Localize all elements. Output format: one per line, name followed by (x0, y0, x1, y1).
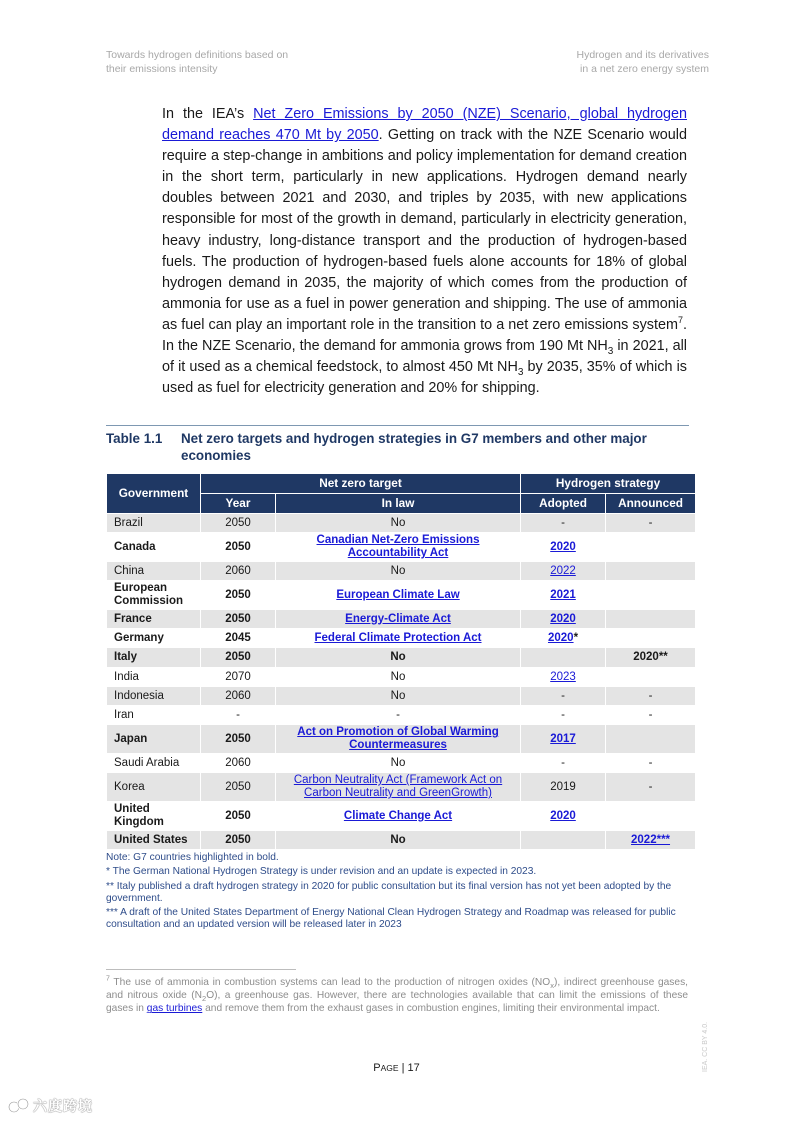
table-row (107, 754, 696, 773)
cell-government: Germany (107, 629, 201, 648)
cell-announced (606, 533, 696, 562)
nox-subscript: x (550, 981, 554, 991)
header-left-line2: their emissions intensity (106, 63, 218, 75)
note-g7-bold: Note: G7 countries highlighted in bold. (106, 852, 279, 863)
cell-in-law: No (276, 562, 521, 581)
cell-announced: - (606, 706, 696, 725)
law-link-japan[interactable]: Act on Promotion of Global Warming Countermeasures (297, 726, 499, 751)
law-link-korea[interactable]: Carbon Neutrality Act (Framework Act on Carbon Neutrality and GreenGrowth) (293, 774, 503, 799)
note-italy: ** Italy published a draft hydrogen strategy in 2020 for public consultation but its final version has not yet been adopted by the government. (106, 880, 672, 904)
strategy-link-japan[interactable]: 2017 (550, 732, 576, 745)
cell-in-law: No (276, 687, 521, 706)
strategy-link-canada[interactable]: 2020 (550, 540, 576, 553)
header-right-line2: in a net zero energy system (580, 63, 709, 75)
law-link-uk[interactable]: Climate Change Act (343, 809, 453, 822)
table-notes (106, 852, 696, 934)
cell-announced (606, 581, 696, 610)
cell-government: India (107, 668, 201, 687)
header-adopted: Adopted (521, 494, 606, 514)
strategy-link-germany[interactable]: 2020 (547, 631, 574, 644)
page-number-value: 17 (407, 1062, 420, 1074)
cell-adopted (521, 831, 606, 850)
strategy-link-france[interactable]: 2020 (550, 612, 576, 625)
table-row (107, 562, 696, 581)
cell-announced (606, 725, 696, 754)
header-net-zero-target: Net zero target (201, 474, 521, 494)
cell-government: Korea (107, 773, 201, 802)
cell-in-law (276, 725, 521, 754)
cell-year: 2060 (201, 562, 276, 581)
cell-government: France (107, 610, 201, 629)
cell-government: Indonesia (107, 687, 201, 706)
table-row (107, 706, 696, 725)
header-government: Government (107, 474, 201, 514)
cell-government: China (107, 562, 201, 581)
table-row (107, 610, 696, 629)
cell-adopted: 2019 (521, 773, 606, 802)
strategy-link-us[interactable]: 2022*** (631, 833, 671, 846)
header-announced: Announced (606, 494, 696, 514)
cell-in-law: No (276, 648, 521, 668)
nh3-subscript-1: 3 (607, 345, 614, 357)
cell-government: Japan (107, 725, 201, 754)
cell-year: 2070 (201, 668, 276, 687)
table-row (107, 668, 696, 687)
page-separator: | (398, 1062, 408, 1074)
cell-announced (606, 610, 696, 629)
body-part3: in 2021, all of it used as a chemical feedstock, to almost 450 Mt NH (162, 338, 687, 376)
body-part1: . Getting on track with the NZE Scenario would require a step-change in ambitions and policy implementation for demand creation in the short term, particularly in new applications. Hydrogen demand nearly doubles between 2021 and 2030, and triples by 2035, with new applications responsible for most of the growth in demand, particularly in electricity generation, heavy industry, long-distance transport and the production of hydrogen-based fuels. The production of hydrogen-based fuels alone accounts for 18% of global hydrogen demand in 2035, the majority of which comes from the production of ammonia for use as a fuel in power generation and shipping. The use of ammonia as fuel can play an important role in the transition to a net zero emissions system (162, 127, 687, 333)
strategy-link-uk[interactable]: 2020 (550, 809, 576, 822)
cell-year: 2050 (201, 725, 276, 754)
cell-announced: - (606, 754, 696, 773)
cell-adopted (521, 533, 606, 562)
cell-year: 2050 (201, 581, 276, 610)
cell-announced: - (606, 514, 696, 533)
body-paragraph (162, 104, 687, 399)
license-credit: IEA. CC BY 4.0. (702, 1021, 709, 1072)
cell-announced (606, 802, 696, 831)
cell-year: 2050 (201, 802, 276, 831)
note-united-states: *** A draft of the United States Department of Energy National Clean Hydrogen Strategy and Roadmap was released for public consultation and an updated version will be released later in 2023 (106, 907, 676, 931)
cell-adopted (521, 648, 606, 668)
cell-government: Saudi Arabia (107, 754, 201, 773)
table-title: Net zero targets and hydrogen strategies in G7 members and other major economies (181, 431, 647, 463)
footnote-ref[interactable]: 7 (677, 315, 683, 326)
strategy-link-eu[interactable]: 2021 (550, 588, 576, 601)
cell-in-law (276, 773, 521, 802)
cell-adopted: - (521, 754, 606, 773)
cell-government: Brazil (107, 514, 201, 533)
cell-year: 2050 (201, 648, 276, 668)
gas-turbines-link[interactable]: gas turbines (146, 1003, 203, 1015)
cell-government: Italy (107, 648, 201, 668)
header-year: Year (201, 494, 276, 514)
table-row (107, 687, 696, 706)
cell-year: 2045 (201, 629, 276, 648)
cell-government: United Kingdom (107, 802, 201, 831)
cell-adopted (521, 802, 606, 831)
footnote-rule (106, 969, 296, 970)
cell-announced: - (606, 773, 696, 802)
law-link-germany[interactable]: Federal Climate Protection Act (314, 631, 482, 644)
table-row (107, 533, 696, 562)
cell-year: 2060 (201, 754, 276, 773)
cell-year: 2050 (201, 533, 276, 562)
cell-announced: - (606, 687, 696, 706)
cell-adopted (521, 725, 606, 754)
footnote-text4: and remove them from the exhaust gases in combustion engines, limiting their environmental impact. (202, 1003, 660, 1015)
table-number: Table 1.1 (106, 431, 163, 446)
cell-year: 2050 (201, 773, 276, 802)
adopted-suffix-germany: * (573, 631, 579, 644)
nze-scenario-link[interactable]: Net Zero Emissions by 2050 (NZE) Scenario, global hydrogen demand reaches 470 Mt by 2050 (162, 106, 687, 144)
table-row (107, 773, 696, 802)
cell-government: Iran (107, 706, 201, 725)
cell-announced (606, 629, 696, 648)
cell-adopted (521, 629, 606, 648)
footnote-text3: O), a greenhouse gas. However, there are technologies available that can limit the emissions of these gases in (106, 990, 689, 1015)
watermark-logo-icon (8, 1097, 30, 1115)
footnote (106, 976, 688, 1016)
cell-in-law (276, 610, 521, 629)
cell-government: Canada (107, 533, 201, 562)
table-row (107, 802, 696, 831)
cell-in-law (276, 533, 521, 562)
table-caption-rule (106, 425, 689, 426)
table-row (107, 629, 696, 648)
header-hydrogen-strategy: Hydrogen strategy (521, 474, 696, 494)
body-part2: . In the NZE Scenario, the demand for ammonia grows from 190 Mt NH (162, 316, 687, 355)
note-germany: * The German National Hydrogen Strategy is under revision and an update is expected in 2023. (106, 866, 537, 878)
running-header-left (106, 48, 288, 76)
cell-year: - (201, 706, 276, 725)
footnote-text1: The use of ammonia in combustion systems can lead to the production of nitrogen oxides (NO (109, 977, 551, 988)
cell-year: 2050 (201, 514, 276, 533)
page-number (0, 1062, 793, 1074)
cell-adopted (521, 562, 606, 581)
body-part4: by 2035, 35% of which is used as fuel for electricity generation and 20% for shipping. (162, 359, 687, 397)
cell-announced (606, 562, 696, 581)
table-row (107, 581, 696, 610)
cell-in-law: No (276, 514, 521, 533)
page-label-first: P (373, 1062, 381, 1074)
watermark-text: 六度跨境 (33, 1098, 93, 1114)
cell-in-law: No (276, 754, 521, 773)
body-intro: In the IEA’s (162, 106, 254, 122)
watermark (8, 1096, 93, 1116)
header-in-law: In law (276, 494, 521, 514)
net-zero-targets-table (106, 473, 696, 850)
cell-adopted: - (521, 687, 606, 706)
cell-in-law (276, 629, 521, 648)
nh3-subscript-2: 3 (517, 367, 524, 378)
law-link-france[interactable]: Energy-Climate Act (345, 612, 451, 625)
strategy-link-india[interactable]: 2023 (550, 670, 576, 683)
cell-announced (606, 668, 696, 687)
cell-year: 2050 (201, 831, 276, 850)
cell-in-law: No (276, 831, 521, 850)
page-label-rest: AGE (380, 1063, 399, 1073)
cell-adopted (521, 668, 606, 687)
running-header-right (577, 48, 710, 76)
footnote-number: 7 (106, 975, 110, 983)
cell-adopted: - (521, 514, 606, 533)
law-link-eu[interactable]: European Climate Law (336, 588, 460, 601)
cell-announced: 2020** (606, 648, 696, 668)
cell-in-law: No (276, 668, 521, 687)
cell-adopted: - (521, 706, 606, 725)
cell-government: United States (107, 831, 201, 850)
cell-year: 2060 (201, 687, 276, 706)
table-row (107, 514, 696, 533)
table-row (107, 831, 696, 850)
table-row (107, 648, 696, 668)
cell-year: 2050 (201, 610, 276, 629)
n2o-subscript: 2 (202, 994, 207, 1004)
law-link-canada[interactable]: Canadian Net-Zero Emissions Accountability Act (316, 534, 480, 559)
cell-announced (606, 831, 696, 850)
cell-in-law (276, 802, 521, 831)
footnote-text2: ), indirect greenhouse gases, and nitrous oxide (N (106, 977, 688, 1002)
cell-in-law (276, 581, 521, 610)
strategy-link-china[interactable]: 2022 (550, 564, 576, 577)
header-right-line1: Hydrogen and its derivatives (576, 49, 709, 61)
table-row (107, 725, 696, 754)
cell-adopted (521, 610, 606, 629)
cell-government: European Commission (107, 581, 201, 610)
cell-adopted (521, 581, 606, 610)
header-left-line1: Towards hydrogen definitions based on (106, 49, 289, 61)
cell-in-law: - (276, 706, 521, 725)
